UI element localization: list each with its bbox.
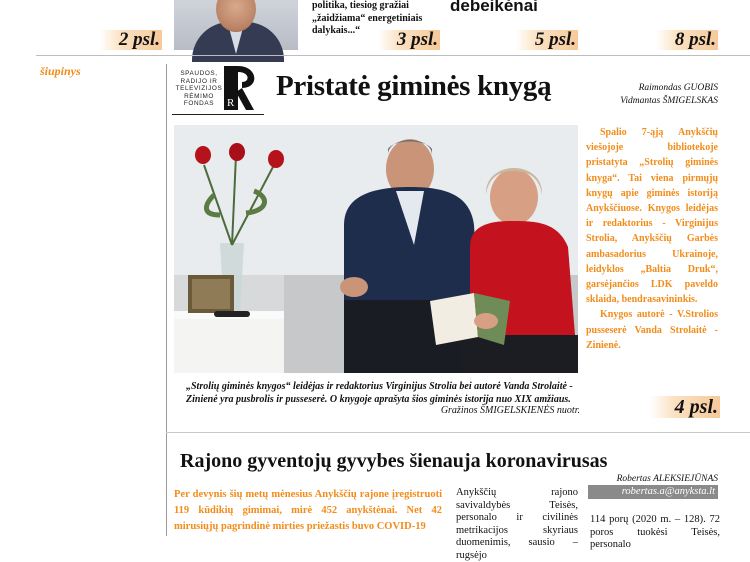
article-authors [590,82,718,108]
article-lead: Per devynis šių metų mėnesius Anykščių rajone įregistruoti 119 kūdikių gimimai, mirė 452 anykštėnai. Net 42 mirusiųjų pagrindinė mirties priežastis buvo COVID-19 [174,489,442,532]
photo-caption: „Strolių giminės knygos“ leidėjas ir redaktorius Virginijus Strolia bei autorė Vanda Strolaitė - Zinienė yra pusbrolis ir pusseserė. O knygoje aprašyta šios giminės istorija nuo XIX amžiaus. [186,381,573,405]
fund-logo-letter: R [227,97,235,109]
fund-underline [172,114,264,115]
teaser-photo [174,0,298,50]
author-name: Robertas ALEKSIEJŪNAS [616,474,718,484]
teaser-headline: debeikėnai [450,0,538,15]
photo-credit: Gražinos ŠMIGELSKIENĖS nuotr. [440,405,580,416]
author-email-link[interactable]: robertas.a@anyksta.lt [588,485,718,499]
section-divider [166,432,750,433]
fund-name: SPAUDOS, RADIJO IR TELEVIZIJOS RĖMIMO FONDAS [175,70,223,108]
article-headline: Rajono gyventojų gyvybes šienauja koronavirusas [180,450,608,472]
intro-paragraph: Spalio 7-ąją Anykščių viešojoje bibliotekoje pristatyta „Strolių giminės knyga“. Tai viena pirmųjų knygų apie giminės istoriją Anykščiuose. Knygos leidėjas ir redaktorius - Virginijus Strolia, Anykščių Garbės ambasadorius Ukrainoje, leidyklos „Baltia Druk“, garsėjančios LDK paveldo sklaida, bendrasavininkis. [586,127,718,306]
article-photo [174,125,578,373]
article-body-column: Anykščių rajono savivaldybės Teisės, personalo ir civilinės metrikacijos skyriaus duomenimis, sausio – rugsėjo [456,487,578,561]
teaser-text: politika, tiesiog gražiai „žaidžiama“ energetiniais dalykais...“ [312,0,423,36]
page-tag-5[interactable]: 5 psl. [516,30,578,50]
author-name: Vidmantas ŠMIGELSKAS [620,96,718,106]
page-tag-8[interactable]: 8 psl. [656,30,718,50]
photo-illustration [174,125,578,373]
column-divider [166,64,167,536]
page-tag-4[interactable]: 4 psl. [650,396,720,418]
section-label: šiupinys [40,64,81,78]
author-name: Raimondas GUOBIS [638,83,718,93]
page-tag-2[interactable]: 2 psl. [100,30,162,50]
article-headline: Pristatė giminės knygą [276,70,552,102]
top-divider [36,55,750,56]
intro-paragraph: Knygos autorė - V.Strolios pusseserė Vanda Strolaitė - Zinienė. [586,309,718,351]
article-body-column: 114 porų (2020 m. – 128). 72 poros tuokėsi Teisės, personalo [590,514,720,550]
fund-logo-icon [222,64,262,112]
article-intro [586,125,718,353]
page-tag-3[interactable]: 3 psl. [378,30,440,50]
